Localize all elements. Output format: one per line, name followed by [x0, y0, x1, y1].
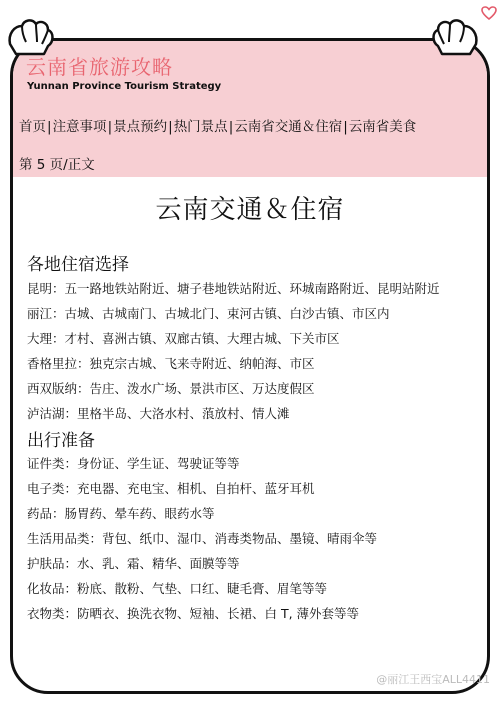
site-subtitle: Yunnan Province Tourism Strategy — [27, 81, 222, 92]
nav-item-booking[interactable]: 景点预约 — [113, 119, 168, 135]
section-heading-lodging: 各地住宿选择 — [27, 255, 129, 275]
page-indicator: 第 5 页/正文 — [19, 157, 95, 173]
cartoon-hand-left-icon — [4, 14, 58, 62]
preparation-line: 化妆品：粉底、散粉、气垫、口红、睫毛膏、眉笔等等 — [27, 581, 328, 596]
lodging-line: 大理：才村、喜洲古镇、双廊古镇、大理古城、下关市区 — [27, 331, 340, 346]
nav-separator: | — [47, 119, 52, 135]
nav-item-food[interactable]: 云南省美食 — [348, 119, 417, 135]
site-title: 云南省旅游攻略 — [26, 55, 173, 79]
preparation-line: 生活用品类：背包、纸巾、湿巾、消毒类物品、墨镜、晴雨伞等 — [27, 531, 378, 546]
preparation-line: 电子类：充电器、充电宝、相机、自拍杆、蓝牙耳机 — [27, 481, 315, 496]
preparation-line: 证件类：身份证、学生证、驾驶证等等 — [27, 456, 240, 471]
nav-separator: | — [168, 119, 173, 135]
content-card — [10, 38, 490, 694]
preparation-line: 药品：肠胃药、晕车药、眼药水等 — [27, 506, 215, 521]
watermark: @丽江王西宝ALL4411 — [376, 673, 490, 686]
nav-item-transport-lodging[interactable]: 云南省交通＆住宿 — [234, 119, 343, 135]
page-title: 云南交通＆住宿 — [155, 195, 345, 225]
nav-separator: | — [228, 119, 234, 135]
lodging-line: 西双版纳：告庄、泼水广场、景洪市区、万达度假区 — [27, 381, 315, 396]
nav-bar — [19, 115, 416, 135]
page-header — [13, 41, 487, 177]
cartoon-hand-right-icon — [428, 14, 482, 62]
nav-separator: | — [343, 119, 348, 135]
nav-item-popular-spots[interactable]: 热门景点 — [173, 119, 228, 135]
lodging-line: 昆明：五一路地铁站附近、塘子巷地铁站附近、环城南路附近、昆明站附近 — [27, 281, 440, 296]
preparation-line: 衣物类：防晒衣、换洗衣物、短袖、长裙、白 T, 薄外套等等 — [27, 606, 360, 621]
nav-separator: | — [107, 119, 113, 135]
heart-icon — [481, 6, 497, 20]
nav-item-home[interactable]: 首页 — [19, 119, 46, 135]
section-heading-preparation: 出行准备 — [27, 431, 95, 451]
lodging-line: 泸沽湖：里格半岛、大洛水村、蒗放村、情人滩 — [27, 406, 290, 421]
nav-item-notes[interactable]: 注意事项 — [52, 119, 107, 135]
preparation-line: 护肤品：水、乳、霜、精华、面膜等等 — [27, 556, 240, 571]
lodging-line: 香格里拉：独克宗古城、飞来寺附近、纳帕海、市区 — [27, 356, 315, 371]
lodging-line: 丽江：古城、古城南门、古城北门、束河古镇、白沙古镇、市区内 — [27, 306, 390, 321]
